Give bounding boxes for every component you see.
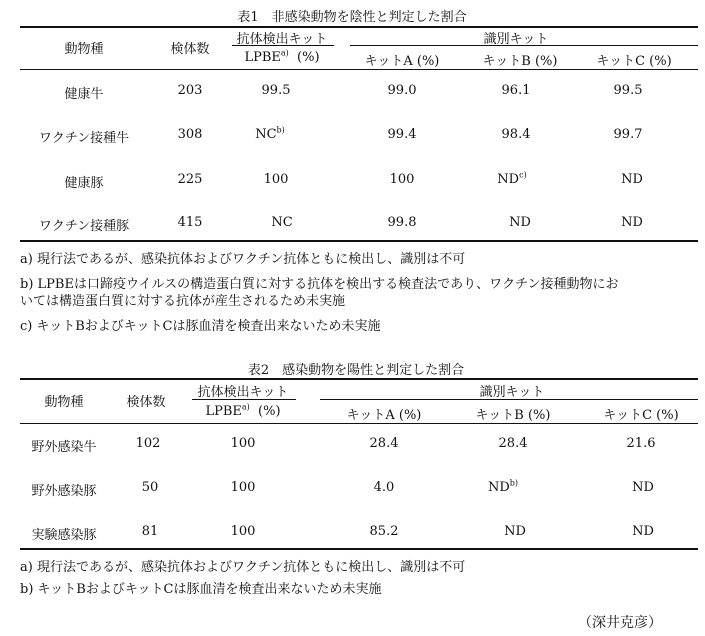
table2-note-b: b) キットBおよびキットCは豚血清を検査出来ないため未実施: [20, 582, 382, 597]
table1-header-kitC: キットC (%): [596, 54, 672, 69]
table1-caption: 表1 非感染動物を陰性と判定した割合: [237, 10, 467, 25]
table1-top-rule: [20, 26, 698, 28]
table1-header-animal: 動物種: [64, 42, 104, 57]
table2-header-count: 検体数: [126, 395, 166, 410]
table2-antibody-group-rule: [192, 399, 296, 400]
table1-bottom-rule: [20, 240, 698, 242]
table2-header-antibody-group: 抗体検出キット: [197, 385, 289, 400]
table1-note-c: c) キットBおよびキットCは豚血清を検査出来ないため未実施: [20, 319, 381, 334]
table1-header-rule: [20, 69, 698, 70]
table2-header-kitA: キットA (%): [346, 408, 422, 423]
table2-header-kitC: キットC (%): [603, 408, 679, 423]
table1-header-count: 検体数: [170, 42, 210, 57]
table2-bottom-rule: [20, 548, 698, 550]
table2-header-id-group: 識別キット: [479, 385, 545, 400]
table1-header-id-group: 識別キット: [483, 32, 549, 47]
table1-note-a: a) 現行法であるが、感染抗体およびワクチン抗体ともに検出し、識別は不可: [20, 252, 466, 267]
table2-top-rule: [20, 378, 698, 380]
table1-header-kitB: キットB (%): [482, 54, 558, 69]
table1-note-b-cont: いては構造蛋白質に対する抗体が産生されるため未実施: [20, 294, 346, 309]
table1-id-group-rule: [350, 45, 698, 46]
table2-header-lpbe: LPBE$^{a)}$ (%): [205, 402, 281, 419]
table2-header-rule: [20, 423, 698, 424]
table1-header-kitA: キットA (%): [364, 54, 440, 69]
table1-note-b: b) LPBEは口蹄疫ウイルスの構造蛋白質に対する抗体を検出する検査法であり、ワクチン接種動物にお: [20, 277, 619, 292]
table1-header-lpbe: LPBE$^{a)}$ (%): [244, 48, 320, 65]
table2-caption: 表2 感染動物を陽性と判定した割合: [247, 363, 465, 378]
author-credit: （深井克彦）: [578, 615, 662, 631]
table1-antibody-group-rule: [232, 45, 334, 46]
table2-id-group-rule: [320, 399, 698, 400]
table2-header-kitB: キットB (%): [475, 408, 551, 423]
table2-note-a: a) 現行法であるが、感染抗体およびワクチン抗体ともに検出し、識別は不可: [20, 560, 466, 575]
table1-header-antibody-group: 抗体検出キット: [236, 32, 328, 47]
table2-header-animal: 動物種: [44, 395, 84, 410]
